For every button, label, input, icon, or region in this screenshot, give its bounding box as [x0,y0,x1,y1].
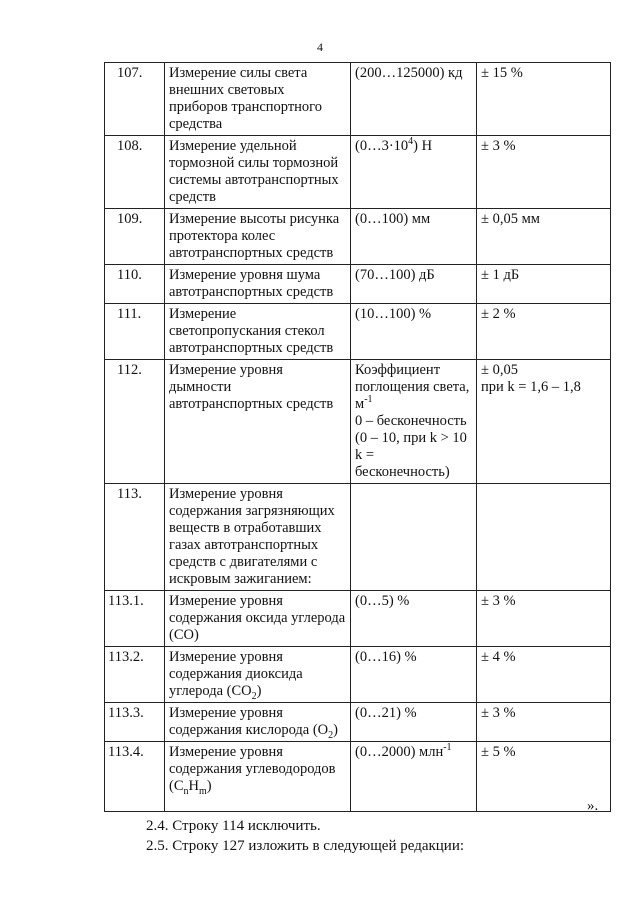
row-number: 108. [105,136,165,209]
measurement-accuracy: ± 15 % [477,63,611,136]
measurement-range: (10…100) % [351,304,477,360]
measurement-range: (0…16) % [351,647,477,703]
measurement-name: Измерение уровня содержания кислорода $(О_2)$ [165,703,351,742]
measurement-accuracy: ± 1 дБ [477,265,611,304]
measurement-name: Измерение силы света внешних световых приборов транспортного средства [165,63,351,136]
measurement-name: Измерение уровня шума автотранспортных средств [165,265,351,304]
measurement-range: (0…5) % [351,591,477,647]
measurement-accuracy: ± 3 % [477,703,611,742]
measurement-name: Измерение светопропускания стекол автотранспортных средств [165,304,351,360]
table-row [105,209,611,265]
table-row [105,63,611,136]
page-number: 4 [317,40,323,54]
measurement-range: $(0\dots 3\cdot 10^4)$ Н [351,136,477,209]
measurement-accuracy: ± 0,05 при k = 1,6 – 1,8 [477,360,611,484]
row-number: 109. [105,209,165,265]
measurement-name: Измерение уровня дымности автотранспортных средств [165,360,351,484]
measurement-accuracy: ± 2 % [477,304,611,360]
measurement-accuracy: ± 3 % [477,591,611,647]
measurement-range: (0…2000) млн$^{-1}$ [351,742,477,812]
measurement-name: Измерение уровня содержания углеводородов $(С_nН_m)$ [165,742,351,812]
table-row [105,742,611,812]
measurement-name: Измерение удельной тормозной силы тормозной системы автотранспортных средств [165,136,351,209]
row-number: 110. [105,265,165,304]
measurement-name: Измерение уровня содержания загрязняющих веществ в отработавших газах автотранспортных средств с двигателями с искровым зажиганием: [165,484,351,591]
closing-quote: ». [587,798,599,814]
row-number: 113.1. [105,591,165,647]
table-row [105,304,611,360]
row-number: 113.2. [105,647,165,703]
measurement-accuracy: ± 3 % [477,136,611,209]
measurement-range: (0…21) % [351,703,477,742]
table-row [105,136,611,209]
measurement-range: (200…125000) кд [351,63,477,136]
measurement-range: (0…100) мм [351,209,477,265]
measurement-accuracy [477,484,611,591]
row-number: 111. [105,304,165,360]
measurement-accuracy: ± 0,05 мм [477,209,611,265]
table-row [105,484,611,591]
row-number: 113.3. [105,703,165,742]
measurement-range: (70…100) дБ [351,265,477,304]
measurement-range [351,484,477,591]
row-number: 112. [105,360,165,484]
table-row [105,647,611,703]
table-row [105,360,611,484]
measurement-name: Измерение уровня содержания оксида углерода (СО) [165,591,351,647]
paragraph: 2.4. Строку 114 исключить. [146,818,321,834]
measurement-accuracy: ± 5 % [477,742,611,812]
table-row [105,703,611,742]
row-number: 107. [105,63,165,136]
measurement-name: Измерение уровня содержания диоксида углерода $(СО_2)$ [165,647,351,703]
measurement-name: Измерение высоты рисунка протектора колес автотранспортных средств [165,209,351,265]
row-number: 113.4. [105,742,165,812]
table-row [105,591,611,647]
table-row [105,265,611,304]
measurements-table [104,62,611,812]
measurement-range: Коэффициент поглощения света, $м^{-1}$ 0 – бесконечность (0 – 10, при k > 10 k = бесконечность) [351,360,477,484]
paragraph: 2.5. Строку 127 изложить в следующей редакции: [146,838,465,854]
measurement-accuracy: ± 4 % [477,647,611,703]
row-number: 113. [105,484,165,591]
